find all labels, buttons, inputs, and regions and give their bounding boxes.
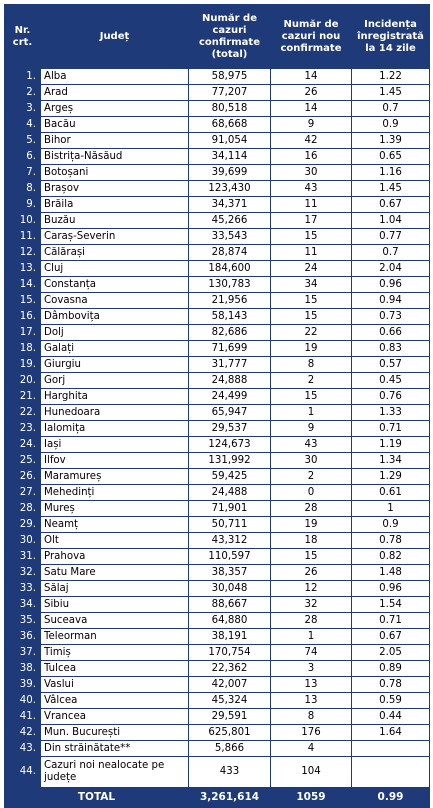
table-row: [5, 373, 430, 389]
total-cases: 33,543: [189, 229, 271, 245]
total-cases: 29,591: [189, 709, 271, 725]
table-row: [5, 421, 430, 437]
county-name: Dolj: [41, 325, 189, 341]
incidence-14-days: 0.61: [352, 485, 430, 501]
row-number: 35.: [5, 613, 41, 629]
row-number: 2.: [5, 85, 41, 101]
table-row: [5, 485, 430, 501]
new-cases: 15: [271, 229, 352, 245]
row-number: 12.: [5, 245, 41, 261]
new-cases: 34: [271, 277, 352, 293]
new-cases: 15: [271, 389, 352, 405]
row-number: 6.: [5, 149, 41, 165]
new-cases: 16: [271, 149, 352, 165]
row-number: 40.: [5, 693, 41, 709]
table-row: [5, 341, 430, 357]
county-name: Călărași: [41, 245, 189, 261]
incidence-14-days: 0.83: [352, 341, 430, 357]
total-cases: 21,956: [189, 293, 271, 309]
table-row: [5, 229, 430, 245]
row-number: 5.: [5, 133, 41, 149]
incidence-14-days: 1.54: [352, 597, 430, 613]
county-name: Hunedoara: [41, 405, 189, 421]
row-number: 28.: [5, 501, 41, 517]
county-name: Sibiu: [41, 597, 189, 613]
table-row: [5, 741, 430, 757]
total-cases: 38,191: [189, 629, 271, 645]
header-judet: Județ: [41, 5, 189, 69]
table-row: [5, 325, 430, 341]
total-cases: 50,711: [189, 517, 271, 533]
row-number: 4.: [5, 117, 41, 133]
row-number: 14.: [5, 277, 41, 293]
row-number: 21.: [5, 389, 41, 405]
incidence-14-days: 0.76: [352, 389, 430, 405]
incidence-14-days: 0.44: [352, 709, 430, 725]
total-cases: 110,597: [189, 549, 271, 565]
new-cases: 14: [271, 69, 352, 85]
total-cases: 45,324: [189, 693, 271, 709]
total-cases: 31,777: [189, 357, 271, 373]
table-row: [5, 709, 430, 725]
new-cases: 28: [271, 501, 352, 517]
new-cases: 24: [271, 261, 352, 277]
new-cases: 104: [271, 757, 352, 788]
county-name: Harghita: [41, 389, 189, 405]
table-row: [5, 661, 430, 677]
incidence-14-days: 0.71: [352, 421, 430, 437]
table-footer: [5, 788, 430, 808]
incidence-14-days: 2.04: [352, 261, 430, 277]
new-cases: 0: [271, 485, 352, 501]
total-cases: 124,673: [189, 437, 271, 453]
new-cases: 11: [271, 245, 352, 261]
new-cases: 2: [271, 373, 352, 389]
row-number: 10.: [5, 213, 41, 229]
row-number: 22.: [5, 405, 41, 421]
county-name: Giurgiu: [41, 357, 189, 373]
table-row: [5, 533, 430, 549]
table-row: [5, 101, 430, 117]
new-cases: 15: [271, 293, 352, 309]
incidence-14-days: 0.77: [352, 229, 430, 245]
incidence-14-days: 0.96: [352, 277, 430, 293]
new-cases: 12: [271, 581, 352, 597]
incidence-14-days: 1.29: [352, 469, 430, 485]
total-cases: 64,880: [189, 613, 271, 629]
total-cases: 59,425: [189, 469, 271, 485]
table-row: [5, 469, 430, 485]
row-number: 20.: [5, 373, 41, 389]
county-name: Botoșani: [41, 165, 189, 181]
total-cases: 65,947: [189, 405, 271, 421]
table-row: [5, 597, 430, 613]
row-number: 39.: [5, 677, 41, 693]
county-name: Teleorman: [41, 629, 189, 645]
county-name: Mehedinți: [41, 485, 189, 501]
new-cases: 176: [271, 725, 352, 741]
new-cases: 8: [271, 709, 352, 725]
total-cases: 68,668: [189, 117, 271, 133]
county-name: Mureș: [41, 501, 189, 517]
new-cases: 2: [271, 469, 352, 485]
incidence-14-days: 0.73: [352, 309, 430, 325]
table-row: [5, 245, 430, 261]
new-cases: 26: [271, 85, 352, 101]
table-row: [5, 517, 430, 533]
table-row: [5, 581, 430, 597]
row-number: 1.: [5, 69, 41, 85]
incidence-14-days: 0.71: [352, 613, 430, 629]
table-row: [5, 549, 430, 565]
table-row: [5, 613, 430, 629]
county-name: Gorj: [41, 373, 189, 389]
new-cases: 9: [271, 117, 352, 133]
row-number: 34.: [5, 597, 41, 613]
total-cases: 43,312: [189, 533, 271, 549]
row-number: 13.: [5, 261, 41, 277]
table-row: [5, 293, 430, 309]
county-name: Suceava: [41, 613, 189, 629]
incidence-14-days: 1.16: [352, 165, 430, 181]
table-header: [5, 5, 430, 69]
table-row: [5, 405, 430, 421]
table-row: [5, 197, 430, 213]
new-cases: 30: [271, 165, 352, 181]
new-cases: 32: [271, 597, 352, 613]
covid-county-table: [4, 4, 430, 808]
county-name: Galați: [41, 341, 189, 357]
incidence-14-days: 1: [352, 501, 430, 517]
total-cases: 88,667: [189, 597, 271, 613]
county-name: Maramureș: [41, 469, 189, 485]
total-cases: 30,048: [189, 581, 271, 597]
total-cases: 38,357: [189, 565, 271, 581]
total-cases: 34,114: [189, 149, 271, 165]
table-row: [5, 629, 430, 645]
table-row: [5, 69, 430, 85]
county-name: Tulcea: [41, 661, 189, 677]
total-cases: 82,686: [189, 325, 271, 341]
row-number: 30.: [5, 533, 41, 549]
incidence-14-days: [352, 741, 430, 757]
total-cases: 22,362: [189, 661, 271, 677]
total-cases: 625,801: [189, 725, 271, 741]
new-cases: 19: [271, 341, 352, 357]
new-cases: 28: [271, 613, 352, 629]
row-number: 36.: [5, 629, 41, 645]
incidence-14-days: 0.45: [352, 373, 430, 389]
incidence-14-days: 1.45: [352, 85, 430, 101]
row-number: 27.: [5, 485, 41, 501]
new-cases: 8: [271, 357, 352, 373]
total-cases: 3,261,614: [189, 788, 271, 808]
incidence-14-days: 1.48: [352, 565, 430, 581]
total-cases: 80,518: [189, 101, 271, 117]
incidence-14-days: 0.82: [352, 549, 430, 565]
table-row: [5, 757, 430, 788]
total-cases: 39,699: [189, 165, 271, 181]
table-row: [5, 149, 430, 165]
row-number: 38.: [5, 661, 41, 677]
header-incidenta: Incidența înregistrată la 14 zile: [352, 5, 430, 69]
table-row: [5, 85, 430, 101]
incidence-14-days: 0.9: [352, 117, 430, 133]
table-row: [5, 565, 430, 581]
row-number: 17.: [5, 325, 41, 341]
incidence-14-days: 0.7: [352, 245, 430, 261]
county-name: Bistrița-Năsăud: [41, 149, 189, 165]
table-row: [5, 181, 430, 197]
incidence-14-days: 0.89: [352, 661, 430, 677]
county-name: Bacău: [41, 117, 189, 133]
total-cases: 91,054: [189, 133, 271, 149]
total-row: [5, 788, 430, 808]
county-name: Mun. București: [41, 725, 189, 741]
new-cases: 43: [271, 181, 352, 197]
total-cases: 24,888: [189, 373, 271, 389]
row-number: 37.: [5, 645, 41, 661]
incidence-14-days: 0.94: [352, 293, 430, 309]
total-cases: 131,992: [189, 453, 271, 469]
new-cases: 26: [271, 565, 352, 581]
table-row: [5, 213, 430, 229]
incidence-14-days: 0.78: [352, 533, 430, 549]
county-name: Covasna: [41, 293, 189, 309]
header-noi: Număr de cazuri nou confirmate: [271, 5, 352, 69]
row-number: 7.: [5, 165, 41, 181]
header-row: [5, 5, 430, 69]
county-name: Neamț: [41, 517, 189, 533]
row-number: 23.: [5, 421, 41, 437]
table-row: [5, 677, 430, 693]
table-row: [5, 357, 430, 373]
total-new-cases: 1059: [271, 788, 352, 808]
incidence-14-days: 0.57: [352, 357, 430, 373]
county-name: Ilfov: [41, 453, 189, 469]
table-row: [5, 261, 430, 277]
row-number: 33.: [5, 581, 41, 597]
new-cases: 15: [271, 549, 352, 565]
table-row: [5, 133, 430, 149]
total-cases: 24,499: [189, 389, 271, 405]
county-name: Brăila: [41, 197, 189, 213]
county-name: Ialomița: [41, 421, 189, 437]
new-cases: 14: [271, 101, 352, 117]
total-cases: 77,207: [189, 85, 271, 101]
new-cases: 4: [271, 741, 352, 757]
row-number: 16.: [5, 309, 41, 325]
row-number: 18.: [5, 341, 41, 357]
incidence-14-days: 1.19: [352, 437, 430, 453]
total-cases: 71,699: [189, 341, 271, 357]
county-name: Iași: [41, 437, 189, 453]
incidence-14-days: 0.67: [352, 197, 430, 213]
table-row: [5, 117, 430, 133]
county-name: Constanța: [41, 277, 189, 293]
new-cases: 30: [271, 453, 352, 469]
total-cases: 433: [189, 757, 271, 788]
county-name: Cluj: [41, 261, 189, 277]
incidence-14-days: 1.39: [352, 133, 430, 149]
new-cases: 1: [271, 629, 352, 645]
new-cases: 18: [271, 533, 352, 549]
incidence-14-days: 1.45: [352, 181, 430, 197]
county-name: Sălaj: [41, 581, 189, 597]
new-cases: 11: [271, 197, 352, 213]
incidence-14-days: 1.64: [352, 725, 430, 741]
total-cases: 24,488: [189, 485, 271, 501]
incidence-14-days: 1.33: [352, 405, 430, 421]
row-number: 43.: [5, 741, 41, 757]
total-cases: 58,143: [189, 309, 271, 325]
incidence-14-days: 0.65: [352, 149, 430, 165]
total-cases: 123,430: [189, 181, 271, 197]
county-name: Argeș: [41, 101, 189, 117]
row-number: 32.: [5, 565, 41, 581]
table-row: [5, 501, 430, 517]
county-name: Vâlcea: [41, 693, 189, 709]
new-cases: 42: [271, 133, 352, 149]
incidence-14-days: 2.05: [352, 645, 430, 661]
new-cases: 15: [271, 309, 352, 325]
county-name: Bihor: [41, 133, 189, 149]
new-cases: 9: [271, 421, 352, 437]
row-number: 44.: [5, 757, 41, 788]
new-cases: 17: [271, 213, 352, 229]
new-cases: 19: [271, 517, 352, 533]
county-name: Timiș: [41, 645, 189, 661]
total-cases: 5,866: [189, 741, 271, 757]
county-name: Vrancea: [41, 709, 189, 725]
new-cases: 13: [271, 693, 352, 709]
row-number: 41.: [5, 709, 41, 725]
row-number: 15.: [5, 293, 41, 309]
new-cases: 3: [271, 661, 352, 677]
total-cases: 34,371: [189, 197, 271, 213]
row-number: 26.: [5, 469, 41, 485]
total-cases: 71,901: [189, 501, 271, 517]
county-name: Vaslui: [41, 677, 189, 693]
header-nr: Nr. crt.: [5, 5, 41, 69]
county-name: Dâmbovița: [41, 309, 189, 325]
table-row: [5, 453, 430, 469]
total-cases: 29,537: [189, 421, 271, 437]
table-row: [5, 645, 430, 661]
incidence-14-days: 0.66: [352, 325, 430, 341]
header-total: Număr de cazuri confirmate (total): [189, 5, 271, 69]
row-number: 31.: [5, 549, 41, 565]
incidence-14-days: 1.22: [352, 69, 430, 85]
county-name: Din străinătate**: [41, 741, 189, 757]
total-cases: 42,007: [189, 677, 271, 693]
incidence-14-days: 0.78: [352, 677, 430, 693]
total-incidence: 0.99: [352, 788, 430, 808]
county-name: Caraș-Severin: [41, 229, 189, 245]
row-number: 19.: [5, 357, 41, 373]
incidence-14-days: 0.96: [352, 581, 430, 597]
incidence-14-days: 1.04: [352, 213, 430, 229]
total-label: TOTAL: [5, 788, 189, 808]
incidence-14-days: 0.7: [352, 101, 430, 117]
county-name: Brașov: [41, 181, 189, 197]
row-number: 29.: [5, 517, 41, 533]
table-row: [5, 277, 430, 293]
county-name: Buzău: [41, 213, 189, 229]
row-number: 42.: [5, 725, 41, 741]
table-body: [5, 69, 430, 788]
incidence-14-days: 0.9: [352, 517, 430, 533]
incidence-14-days: 0.67: [352, 629, 430, 645]
row-number: 9.: [5, 197, 41, 213]
county-name: Satu Mare: [41, 565, 189, 581]
total-cases: 184,600: [189, 261, 271, 277]
table-row: [5, 693, 430, 709]
table-row: [5, 389, 430, 405]
incidence-14-days: 0.59: [352, 693, 430, 709]
total-cases: 130,783: [189, 277, 271, 293]
total-cases: 45,266: [189, 213, 271, 229]
row-number: 3.: [5, 101, 41, 117]
new-cases: 1: [271, 405, 352, 421]
table-row: [5, 725, 430, 741]
row-number: 11.: [5, 229, 41, 245]
total-cases: 28,874: [189, 245, 271, 261]
new-cases: 74: [271, 645, 352, 661]
row-number: 24.: [5, 437, 41, 453]
new-cases: 22: [271, 325, 352, 341]
total-cases: 170,754: [189, 645, 271, 661]
table-row: [5, 437, 430, 453]
table-row: [5, 165, 430, 181]
county-name: Alba: [41, 69, 189, 85]
row-number: 8.: [5, 181, 41, 197]
row-number: 25.: [5, 453, 41, 469]
new-cases: 43: [271, 437, 352, 453]
table-row: [5, 309, 430, 325]
total-cases: 58,975: [189, 69, 271, 85]
county-name: Olt: [41, 533, 189, 549]
county-name: Cazuri noi nealocate pe județe: [41, 757, 189, 788]
county-name: Prahova: [41, 549, 189, 565]
county-name: Arad: [41, 85, 189, 101]
new-cases: 13: [271, 677, 352, 693]
incidence-14-days: [352, 757, 430, 788]
incidence-14-days: 1.34: [352, 453, 430, 469]
